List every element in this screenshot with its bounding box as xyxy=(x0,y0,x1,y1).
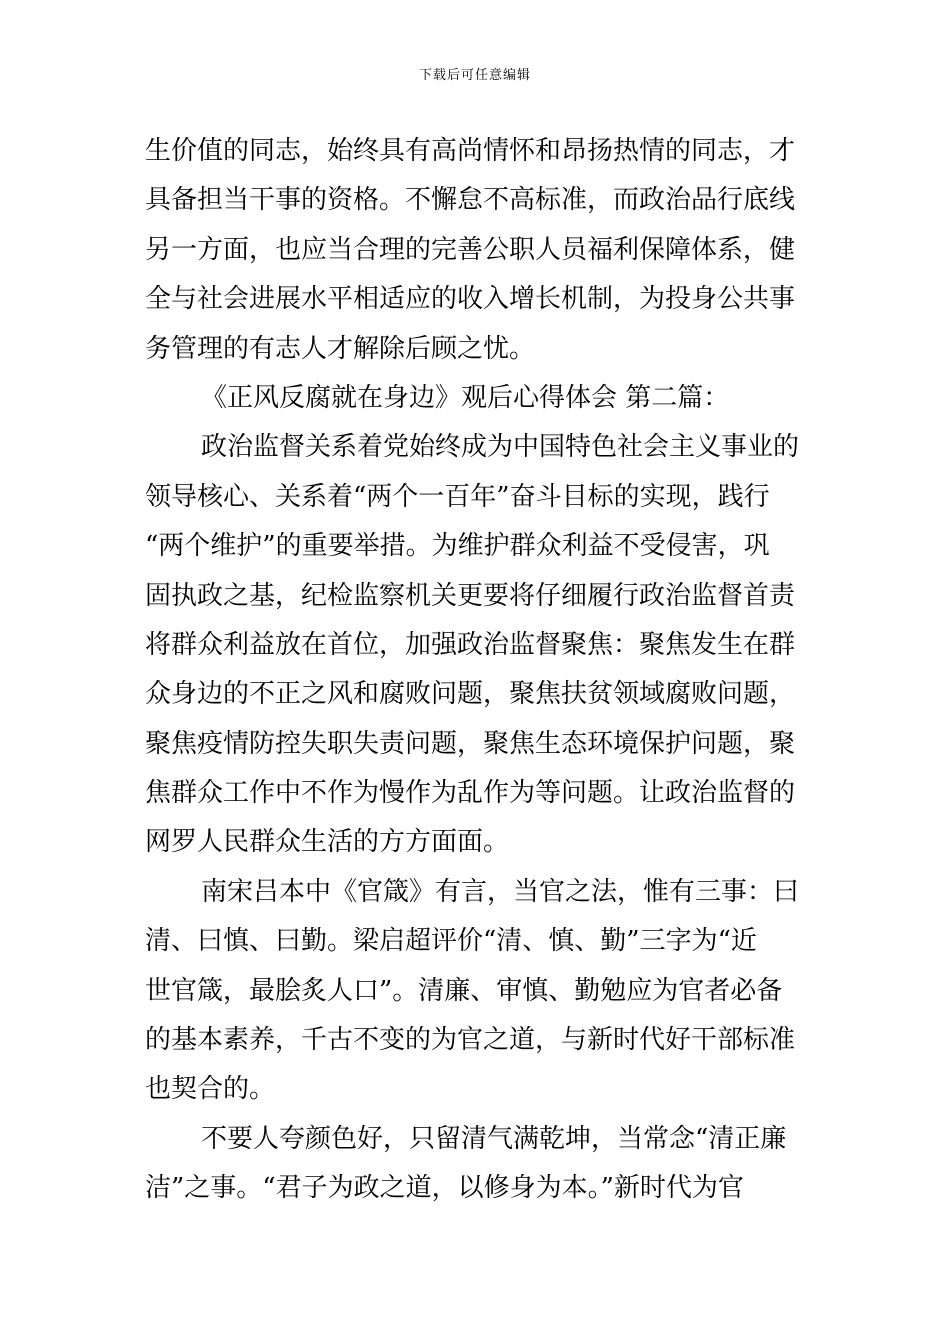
text-line: 洁”之事。“君子为政之道，以修身为本。”新时代为官 xyxy=(145,1173,744,1204)
text-line: 焦群众工作中不作为慢作为乱作为等问题。让政治监督的 xyxy=(145,778,796,809)
text-line: 聚焦疫情防控失职失责问题，聚焦生态环境保护问题，聚 xyxy=(145,728,796,759)
text-line: 固执政之基，纪检监察机关更要将仔细履行政治监督首责 xyxy=(145,580,796,611)
text-line: 的基本素养，千古不变的为官之道，与新时代好干部标准 xyxy=(145,1025,796,1056)
text-line: 全与社会进展水平相适应的收入增长机制，为投身公共事 xyxy=(145,284,796,315)
text-line: 不要人夸颜色好，只留清气满乾坤，当常念“清正廉 xyxy=(201,1123,787,1154)
text-line: 网罗人民群众生活的方方面面。 xyxy=(145,827,510,858)
text-line: 将群众利益放在首位，加强政治监督聚焦：聚焦发生在群 xyxy=(145,629,796,660)
text-line: 另一方面，也应当合理的完善公职人员福利保障体系，健 xyxy=(145,234,796,265)
text-line: 清、曰慎、曰勤。梁启超评价“清、慎、勤”三字为“近 xyxy=(145,926,757,957)
text-line: “两个维护”的重要举措。为维护群众利益不受侵害，巩 xyxy=(145,531,770,562)
text-line: 政治监督关系着党始终成为中国特色社会主义事业的 xyxy=(201,432,800,463)
text-line: 《正风反腐就在身边》观后心得体会 第二篇： xyxy=(201,382,730,413)
text-line: 也契合的。 xyxy=(145,1074,276,1105)
page-header-note: 下载后可任意编辑 xyxy=(418,68,531,83)
text-line: 生价值的同志，始终具有高尚情怀和昂扬热情的同志，才 xyxy=(145,136,796,166)
text-line: 领导核心、关系着“两个一百年”奋斗目标的实现，践行 xyxy=(145,481,770,512)
text-line: 众身边的不正之风和腐败问题，聚焦扶贫领域腐败问题， xyxy=(145,679,796,710)
text-line: 世官箴，最脍炙人口”。清廉、审慎、勤勉应为官者必备 xyxy=(145,975,783,1006)
document-body xyxy=(145,127,810,1214)
text-line: 南宋吕本中《官箴》有言，当官之法，惟有三事：曰 xyxy=(201,876,800,907)
text-line: 务管理的有志人才解除后顾之忧。 xyxy=(145,333,536,364)
text-line: 具备担当干事的资格。不懈怠不高标准，而政治品行底线 xyxy=(145,185,796,216)
